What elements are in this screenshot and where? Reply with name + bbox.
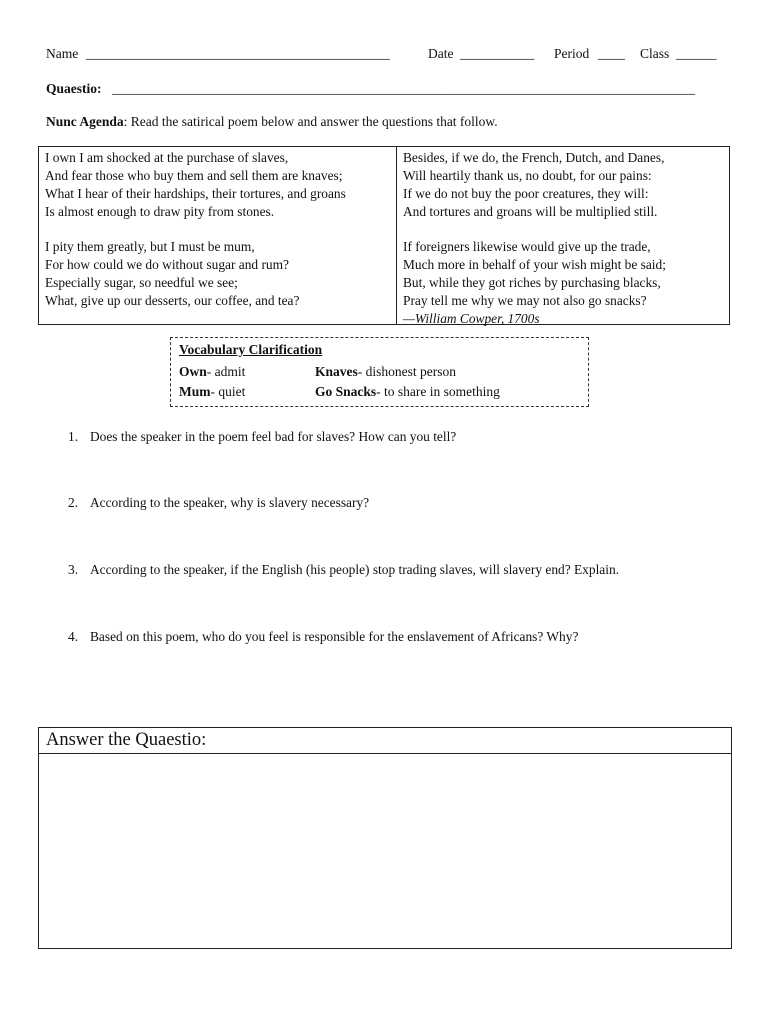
vocabulary-title: Vocabulary Clarification xyxy=(179,342,323,357)
quaestio-label: Quaestio: xyxy=(46,81,102,96)
poem-attribution: —William Cowper, 1700s xyxy=(403,311,540,326)
vocab-entry-go-snacks xyxy=(315,384,500,400)
poem-line: Is almost enough to draw pity from stones. xyxy=(45,204,275,219)
stanza-gap xyxy=(403,221,666,238)
vocabulary-box xyxy=(170,337,589,407)
question-text: According to the speaker, if the English (his people) stop trading slaves, will slavery end? Explain. xyxy=(90,562,620,577)
answer-box-title: Answer the Quaestio: xyxy=(46,730,207,750)
poem-line: What, give up our desserts, our coffee, and tea? xyxy=(45,293,300,308)
vocab-definition: - quiet xyxy=(210,384,246,399)
poem-line: If foreigners likewise would give up the trade, xyxy=(403,239,651,254)
date-field[interactable]: ___________ xyxy=(460,46,535,61)
vocab-entry-mum xyxy=(179,384,245,400)
question-3 xyxy=(68,562,619,578)
class-label: Class xyxy=(640,46,670,61)
poem-line: And fear those who buy them and sell them are knaves; xyxy=(45,168,343,183)
instructions-text: : Read the satirical poem below and answer the questions that follow. xyxy=(123,114,498,129)
question-number: 3. xyxy=(68,562,79,577)
instructions xyxy=(46,114,498,130)
poem-line: If we do not buy the poor creatures, they will: xyxy=(403,186,649,201)
question-number: 2. xyxy=(68,495,79,510)
vocab-term: Mum xyxy=(179,384,211,399)
name-field[interactable]: _____________________________________________ xyxy=(86,46,390,61)
vocab-definition: - dishonest person xyxy=(357,364,457,379)
vocab-term: Go Snacks xyxy=(315,384,377,399)
question-number: 1. xyxy=(68,429,79,444)
question-4 xyxy=(68,629,578,645)
vocab-entry-own xyxy=(179,364,245,380)
question-2 xyxy=(68,495,369,511)
answer-box xyxy=(38,727,732,949)
poem-line: Especially sugar, so needful we see; xyxy=(45,275,238,290)
period-label: Period xyxy=(554,46,590,61)
date-label: Date xyxy=(428,46,454,61)
poem-line: I own I am shocked at the purchase of slaves, xyxy=(45,150,289,165)
poem-line: Much more in behalf of your wish might be said; xyxy=(403,257,666,272)
poem-line: Will heartily thank us, no doubt, for our pains: xyxy=(403,168,652,183)
poem-line: I pity them greatly, but I must be mum, xyxy=(45,239,255,254)
period-field[interactable]: ____ xyxy=(598,46,625,61)
vocab-definition: - to share in something xyxy=(376,384,500,399)
poem-line: And tortures and groans will be multiplied still. xyxy=(403,204,658,219)
answer-box-header xyxy=(39,728,731,754)
poem-line: Besides, if we do, the French, Dutch, and Danes, xyxy=(403,150,665,165)
poem-line: Pray tell me why we may not also go snacks? xyxy=(403,293,647,308)
vocab-term: Knaves xyxy=(315,364,358,379)
answer-writing-area[interactable] xyxy=(39,754,731,948)
poem-line: What I hear of their hardships, their tortures, and groans xyxy=(45,186,346,201)
question-text: Does the speaker in the poem feel bad for slaves? How can you tell? xyxy=(90,429,457,444)
quaestio-field[interactable]: _______________________________________________________________________________________ xyxy=(112,81,695,96)
column-divider xyxy=(396,147,397,324)
question-number: 4. xyxy=(68,629,79,644)
class-field[interactable]: ______ xyxy=(676,46,717,61)
vocab-term: Own xyxy=(179,364,207,379)
question-text: Based on this poem, who do you feel is responsible for the enslavement of Africans? Why? xyxy=(90,629,579,644)
vocab-entry-knaves xyxy=(315,364,456,380)
poem-left-column xyxy=(45,149,346,310)
question-text: According to the speaker, why is slavery necessary? xyxy=(90,495,370,510)
name-label: Name xyxy=(46,46,79,61)
poem-right-column xyxy=(403,149,666,328)
vocab-definition: - admit xyxy=(206,364,246,379)
poem-line: But, while they got riches by purchasing blacks, xyxy=(403,275,661,290)
poem-line: For how could we do without sugar and rum? xyxy=(45,257,289,272)
poem-table xyxy=(38,146,730,325)
instructions-label: Nunc Agenda xyxy=(46,114,124,129)
question-1 xyxy=(68,429,456,445)
stanza-gap xyxy=(45,221,346,238)
